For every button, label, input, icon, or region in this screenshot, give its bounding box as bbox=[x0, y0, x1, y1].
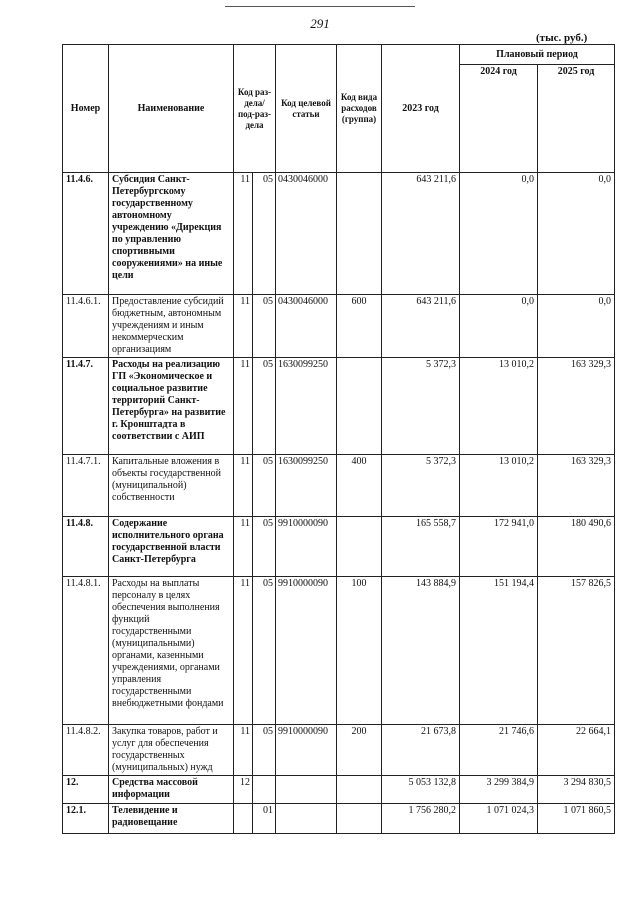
table-row bbox=[63, 804, 615, 834]
table-row bbox=[63, 776, 615, 804]
row-name: Субсидия Санкт-Петербургскому государственному автономному учреждению «Дирекция по управлению спортивными сооружениями» на иные цели bbox=[109, 173, 234, 295]
row-section: 12 bbox=[234, 776, 253, 804]
row-amount-2023: 1 756 280,2 bbox=[382, 804, 460, 834]
row-amount-2023: 165 558,7 bbox=[382, 517, 460, 577]
row-expense-group bbox=[337, 804, 382, 834]
row-subsection: 05 bbox=[253, 295, 276, 358]
header-target-code: Код целевой статьи bbox=[276, 45, 337, 173]
row-number: 11.4.6. bbox=[63, 173, 109, 295]
row-amount-2025: 3 294 830,5 bbox=[538, 776, 615, 804]
page-number: 291 bbox=[310, 16, 330, 31]
row-target-code: 0430046000 bbox=[276, 295, 337, 358]
header-planning-period: Плановый период bbox=[460, 45, 615, 65]
row-subsection: 05 bbox=[253, 725, 276, 776]
header-year-2023: 2023 год bbox=[382, 45, 460, 173]
row-name: Расходы на выплаты персоналу в целях обеспечения выполнения функций государственными (муниципальными) органами, казенными учреждениями, органами управления государственными внебюджетными фондами bbox=[109, 577, 234, 725]
row-name: Закупка товаров, работ и услуг для обеспечения государственных (муниципальных) нужд bbox=[109, 725, 234, 776]
row-amount-2023: 5 053 132,8 bbox=[382, 776, 460, 804]
row-name: Содержание исполнительного органа государственной власти Санкт-Петербурга bbox=[109, 517, 234, 577]
table-row bbox=[63, 295, 615, 358]
row-target-code: 0430046000 bbox=[276, 173, 337, 295]
row-amount-2023: 5 372,3 bbox=[382, 455, 460, 517]
row-expense-group: 100 bbox=[337, 577, 382, 725]
row-amount-2023: 5 372,3 bbox=[382, 358, 460, 455]
row-expense-group: 200 bbox=[337, 725, 382, 776]
row-amount-2025: 163 329,3 bbox=[538, 455, 615, 517]
row-subsection bbox=[253, 776, 276, 804]
row-name: Средства массовой информации bbox=[109, 776, 234, 804]
row-amount-2025: 1 071 860,5 bbox=[538, 804, 615, 834]
row-amount-2024: 3 299 384,9 bbox=[460, 776, 538, 804]
row-target-code bbox=[276, 776, 337, 804]
row-number: 11.4.8. bbox=[63, 517, 109, 577]
row-amount-2025: 163 329,3 bbox=[538, 358, 615, 455]
row-section: 11 bbox=[234, 358, 253, 455]
row-amount-2023: 643 211,6 bbox=[382, 173, 460, 295]
row-amount-2024: 13 010,2 bbox=[460, 358, 538, 455]
row-expense-group bbox=[337, 358, 382, 455]
row-number: 12. bbox=[63, 776, 109, 804]
row-amount-2023: 643 211,6 bbox=[382, 295, 460, 358]
row-amount-2024: 0,0 bbox=[460, 173, 538, 295]
row-amount-2024: 13 010,2 bbox=[460, 455, 538, 517]
header-name: Наименование bbox=[109, 45, 234, 173]
row-section: 11 bbox=[234, 455, 253, 517]
table-row bbox=[63, 358, 615, 455]
row-amount-2024: 0,0 bbox=[460, 295, 538, 358]
row-subsection: 01 bbox=[253, 804, 276, 834]
table-row bbox=[63, 577, 615, 725]
row-amount-2023: 21 673,8 bbox=[382, 725, 460, 776]
budget-table bbox=[62, 44, 615, 834]
row-section: 11 bbox=[234, 173, 253, 295]
row-subsection: 05 bbox=[253, 358, 276, 455]
row-target-code: 1630099250 bbox=[276, 455, 337, 517]
row-number: 11.4.7. bbox=[63, 358, 109, 455]
row-amount-2025: 0,0 bbox=[538, 173, 615, 295]
row-name: Расходы на реализацию ГП «Экономическое и социальное развитие территорий Санкт-Петербурга» на развитие г. Кронштадта в соответствии с АИП bbox=[109, 358, 234, 455]
row-number: 11.4.8.1. bbox=[63, 577, 109, 725]
row-expense-group bbox=[337, 776, 382, 804]
row-amount-2023: 143 884,9 bbox=[382, 577, 460, 725]
header-year-2024: 2024 год bbox=[460, 65, 538, 173]
header-year-2025: 2025 год bbox=[538, 65, 615, 173]
row-amount-2025: 157 826,5 bbox=[538, 577, 615, 725]
row-section: 11 bbox=[234, 295, 253, 358]
row-amount-2024: 1 071 024,3 bbox=[460, 804, 538, 834]
row-subsection: 05 bbox=[253, 577, 276, 725]
row-target-code: 9910000090 bbox=[276, 725, 337, 776]
row-number: 11.4.8.2. bbox=[63, 725, 109, 776]
table-row bbox=[63, 455, 615, 517]
row-amount-2025: 180 490,6 bbox=[538, 517, 615, 577]
row-expense-group: 400 bbox=[337, 455, 382, 517]
row-section bbox=[234, 804, 253, 834]
row-number: 12.1. bbox=[63, 804, 109, 834]
units-label: (тыс. руб.) bbox=[536, 32, 588, 44]
row-target-code: 9910000090 bbox=[276, 577, 337, 725]
row-amount-2024: 172 941,0 bbox=[460, 517, 538, 577]
row-section: 11 bbox=[234, 725, 253, 776]
row-number: 11.4.7.1. bbox=[63, 455, 109, 517]
row-amount-2024: 21 746,6 bbox=[460, 725, 538, 776]
row-amount-2025: 22 664,1 bbox=[538, 725, 615, 776]
row-expense-group bbox=[337, 173, 382, 295]
row-target-code: 1630099250 bbox=[276, 358, 337, 455]
row-expense-group bbox=[337, 517, 382, 577]
row-section: 11 bbox=[234, 577, 253, 725]
row-target-code bbox=[276, 804, 337, 834]
header-number: Номер bbox=[63, 45, 109, 173]
row-section: 11 bbox=[234, 517, 253, 577]
row-amount-2024: 151 194,4 bbox=[460, 577, 538, 725]
row-expense-group: 600 bbox=[337, 295, 382, 358]
row-subsection: 05 bbox=[253, 455, 276, 517]
row-target-code: 9910000090 bbox=[276, 517, 337, 577]
table-row bbox=[63, 725, 615, 776]
row-number: 11.4.6.1. bbox=[63, 295, 109, 358]
table-row bbox=[63, 173, 615, 295]
table-row bbox=[63, 517, 615, 577]
row-name: Предоставление субсидий бюджетным, автономным учреждениям и иным некоммерческим организациям bbox=[109, 295, 234, 358]
row-name: Телевидение и радиовещание bbox=[109, 804, 234, 834]
top-rule bbox=[225, 6, 415, 7]
row-subsection: 05 bbox=[253, 173, 276, 295]
row-amount-2025: 0,0 bbox=[538, 295, 615, 358]
header-section-code: Код раз-дела/ под-раз-дела bbox=[234, 45, 276, 173]
header-expense-type: Код вида расходов (группа) bbox=[337, 45, 382, 173]
row-name: Капитальные вложения в объекты государственной (муниципальной) собственности bbox=[109, 455, 234, 517]
row-subsection: 05 bbox=[253, 517, 276, 577]
